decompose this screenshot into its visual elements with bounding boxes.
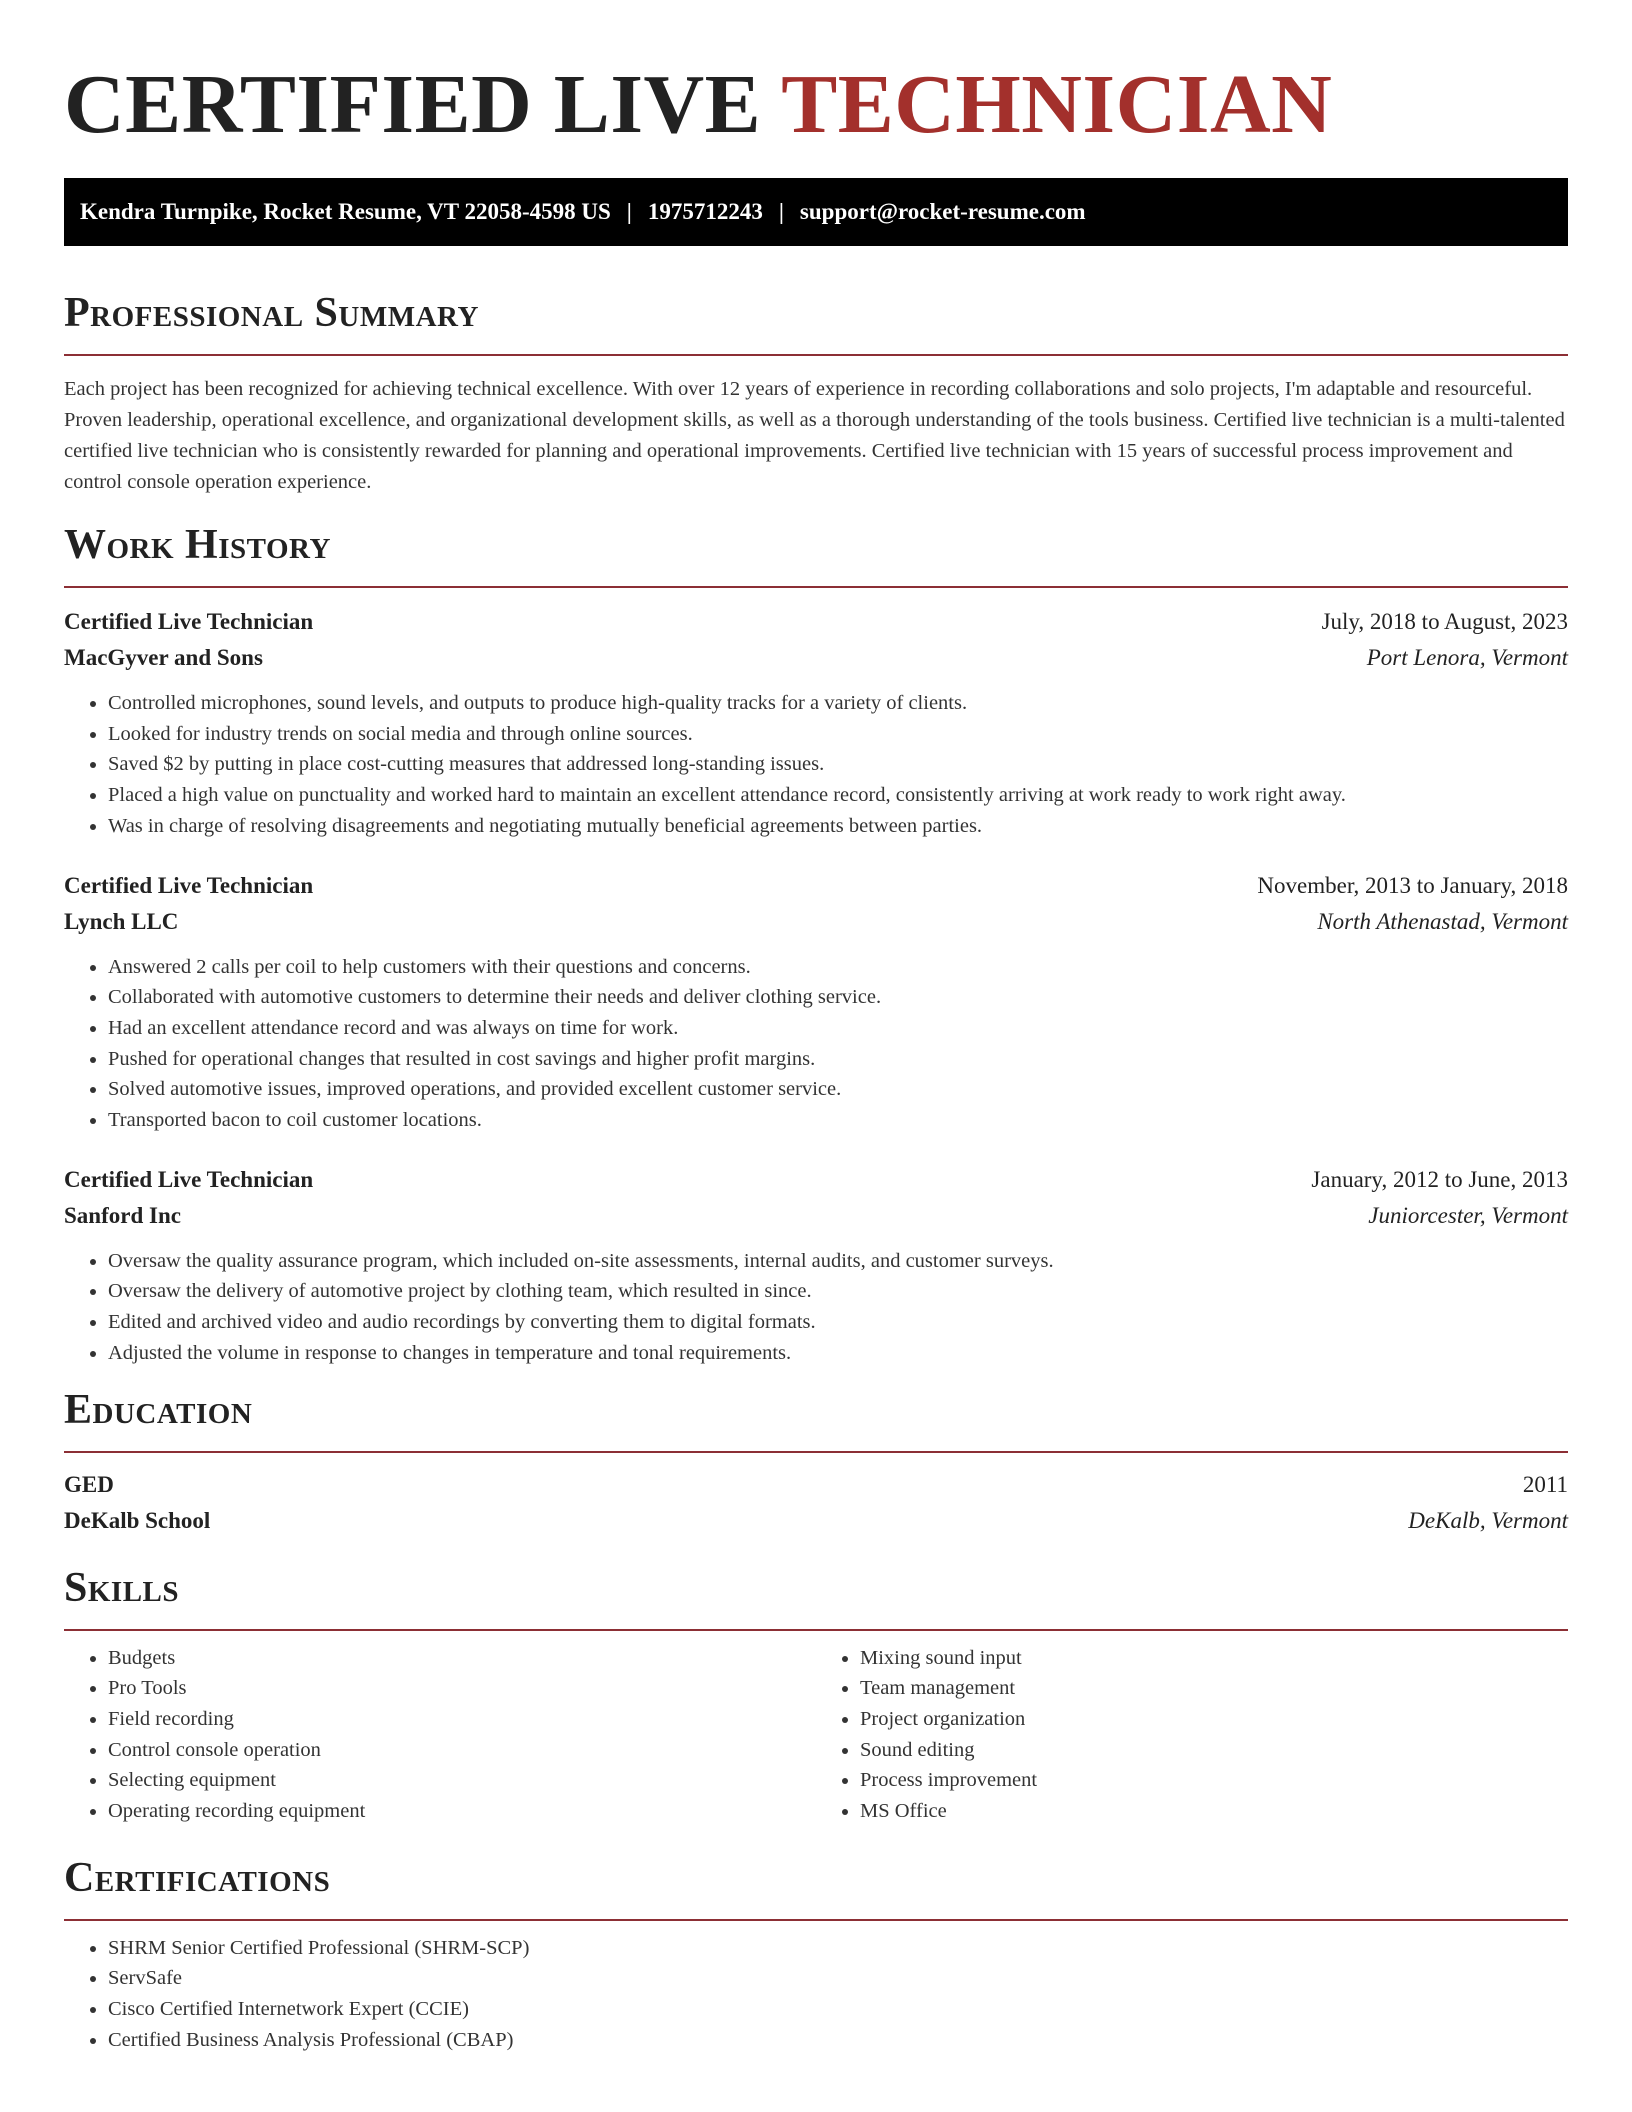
certifications-section xyxy=(64,1853,1568,2056)
job-company-row xyxy=(64,904,1568,940)
section-divider xyxy=(64,1451,1568,1453)
list-item: • Controlled microphones, sound levels, and outputs to produce high-quality tracks for a variety of clients. xyxy=(108,688,1568,719)
job-header-row xyxy=(64,604,1568,640)
job-location: Port Lenora, Vermont xyxy=(1366,645,1568,670)
work-history-section xyxy=(64,520,1568,1369)
job-entry xyxy=(64,868,1568,1136)
title-part-2: TECHNICIAN xyxy=(781,58,1333,151)
contact-address: Kendra Turnpike, Rocket Resume, VT 22058-4598 US xyxy=(80,199,611,224)
list-item: • Was in charge of resolving disagreements and negotiating mutually beneficial agreements between parties. xyxy=(108,811,1568,842)
job-title: Certified Live Technician xyxy=(64,1166,314,1192)
job-location: Juniorcester, Vermont xyxy=(1368,1202,1568,1228)
list-item: • Placed a high value on punctuality and worked hard to maintain an excellent attendance record, consistently arriving at work ready to work right away. xyxy=(108,780,1568,811)
skill-item: • Field recording xyxy=(108,1704,816,1735)
skill-item: • Project organization xyxy=(860,1704,1568,1735)
certifications-heading: Certifications xyxy=(64,1854,331,1901)
skills-columns xyxy=(64,1643,1568,1827)
job-bullets xyxy=(64,952,1568,1136)
job-location: North Athenastad, Vermont xyxy=(1317,908,1568,934)
skill-item: • Sound editing xyxy=(860,1735,1568,1766)
list-item: • Looked for industry trends on social media and through online sources. xyxy=(108,719,1568,750)
skill-item: • Selecting equipment xyxy=(108,1765,816,1796)
job-title: Certified Live Technician xyxy=(64,872,314,898)
list-item: • Oversaw the quality assurance program, which included on-site assessments, internal audits, and customer surveys. xyxy=(108,1246,1568,1277)
skill-item: • Operating recording equipment xyxy=(108,1796,816,1827)
list-item: • Had an excellent attendance record and was always on time for work. xyxy=(108,1013,1568,1044)
job-entry xyxy=(64,604,1568,842)
job-company: MacGyver and Sons xyxy=(64,645,263,670)
job-bullets xyxy=(64,1246,1568,1369)
contact-separator: | xyxy=(778,199,784,224)
certification-item: • Cisco Certified Internetwork Expert (CCIE) xyxy=(108,1994,1568,2025)
certification-item: • ServSafe xyxy=(108,1963,1568,1994)
list-item: • Answered 2 calls per coil to help customers with their questions and concerns. xyxy=(108,952,1568,983)
education-entry xyxy=(64,1467,1568,1539)
list-item: • Collaborated with automotive customers to determine their needs and deliver clothing service. xyxy=(108,982,1568,1013)
job-dates: November, 2013 to January, 2018 xyxy=(1257,872,1568,898)
skill-item: • Mixing sound input xyxy=(860,1643,1568,1674)
skills-section xyxy=(64,1563,1568,1827)
job-company-row xyxy=(64,640,1568,676)
section-divider xyxy=(64,1919,1568,1921)
education-section xyxy=(64,1385,1568,1539)
job-header-row xyxy=(64,868,1568,904)
section-divider xyxy=(64,1629,1568,1631)
certifications-list xyxy=(64,1933,1568,2056)
skill-item: • Pro Tools xyxy=(108,1673,816,1704)
job-dates: July, 2018 to August, 2023 xyxy=(1321,609,1568,634)
education-school: DeKalb School xyxy=(64,1507,211,1533)
education-location: DeKalb, Vermont xyxy=(1408,1507,1568,1533)
job-company-row xyxy=(64,1198,1568,1234)
skill-item: • Process improvement xyxy=(860,1765,1568,1796)
certification-item: • Certified Business Analysis Professional (CBAP) xyxy=(108,2025,1568,2056)
list-item: • Edited and archived video and audio recordings by converting them to digital formats. xyxy=(108,1307,1568,1338)
education-year: 2011 xyxy=(1522,1471,1568,1497)
list-item: • Saved $2 by putting in place cost-cutting measures that addressed long-standing issues. xyxy=(108,749,1568,780)
contact-phone: 1975712243 xyxy=(647,199,763,224)
summary-section xyxy=(64,288,1568,498)
skills-list-right xyxy=(816,1643,1568,1827)
job-company: Sanford Inc xyxy=(64,1202,181,1228)
contact-separator: | xyxy=(626,199,632,224)
list-item: • Solved automotive issues, improved operations, and provided excellent customer service. xyxy=(108,1074,1568,1105)
contact-bar xyxy=(64,178,1568,246)
list-item: • Transported bacon to coil customer locations. xyxy=(108,1105,1568,1136)
summary-heading: Professional Summary xyxy=(64,290,479,336)
resume-title xyxy=(64,0,1568,152)
title-part-1: CERTIFIED LIVE xyxy=(64,58,762,151)
contact-email: support@rocket-resume.com xyxy=(799,199,1086,224)
job-entry xyxy=(64,1162,1568,1369)
education-degree: GED xyxy=(64,1471,114,1497)
skill-item: • Team management xyxy=(860,1673,1568,1704)
education-degree-row xyxy=(64,1467,1568,1503)
job-dates: January, 2012 to June, 2013 xyxy=(1311,1166,1568,1192)
list-item: • Adjusted the volume in response to changes in temperature and tonal requirements. xyxy=(108,1338,1568,1369)
job-title: Certified Live Technician xyxy=(64,609,314,634)
job-company: Lynch LLC xyxy=(64,908,179,934)
section-divider xyxy=(64,354,1568,356)
job-header-row xyxy=(64,1162,1568,1198)
education-school-row xyxy=(64,1503,1568,1539)
certification-item: • SHRM Senior Certified Professional (SHRM-SCP) xyxy=(108,1933,1568,1964)
job-bullets xyxy=(64,688,1568,842)
skill-item: • MS Office xyxy=(860,1796,1568,1827)
work-history-heading: Work History xyxy=(64,522,331,568)
skills-heading: Skills xyxy=(64,1564,180,1611)
section-divider xyxy=(64,586,1568,588)
skill-item: • Budgets xyxy=(108,1643,816,1674)
list-item: • Pushed for operational changes that resulted in cost savings and higher profit margins. xyxy=(108,1044,1568,1075)
education-heading: Education xyxy=(64,1386,253,1433)
list-item: • Oversaw the delivery of automotive project by clothing team, which resulted in since. xyxy=(108,1276,1568,1307)
skills-list-left xyxy=(64,1643,816,1827)
skill-item: • Control console operation xyxy=(108,1735,816,1766)
summary-text: Each project has been recognized for achieving technical excellence. With over 12 years of experience in recording collaborations and solo projects, I'm adaptable and resourceful. Proven leadership, operational excellence, and organizational development skills, as well as a thorough understanding of the tools business. Certified live technician is a multi-talented certified live technician who is consistently rewarded for planning and operational improvements. Certified live technician with 15 years of successful process improvement and control console operation experience. xyxy=(64,378,1565,493)
